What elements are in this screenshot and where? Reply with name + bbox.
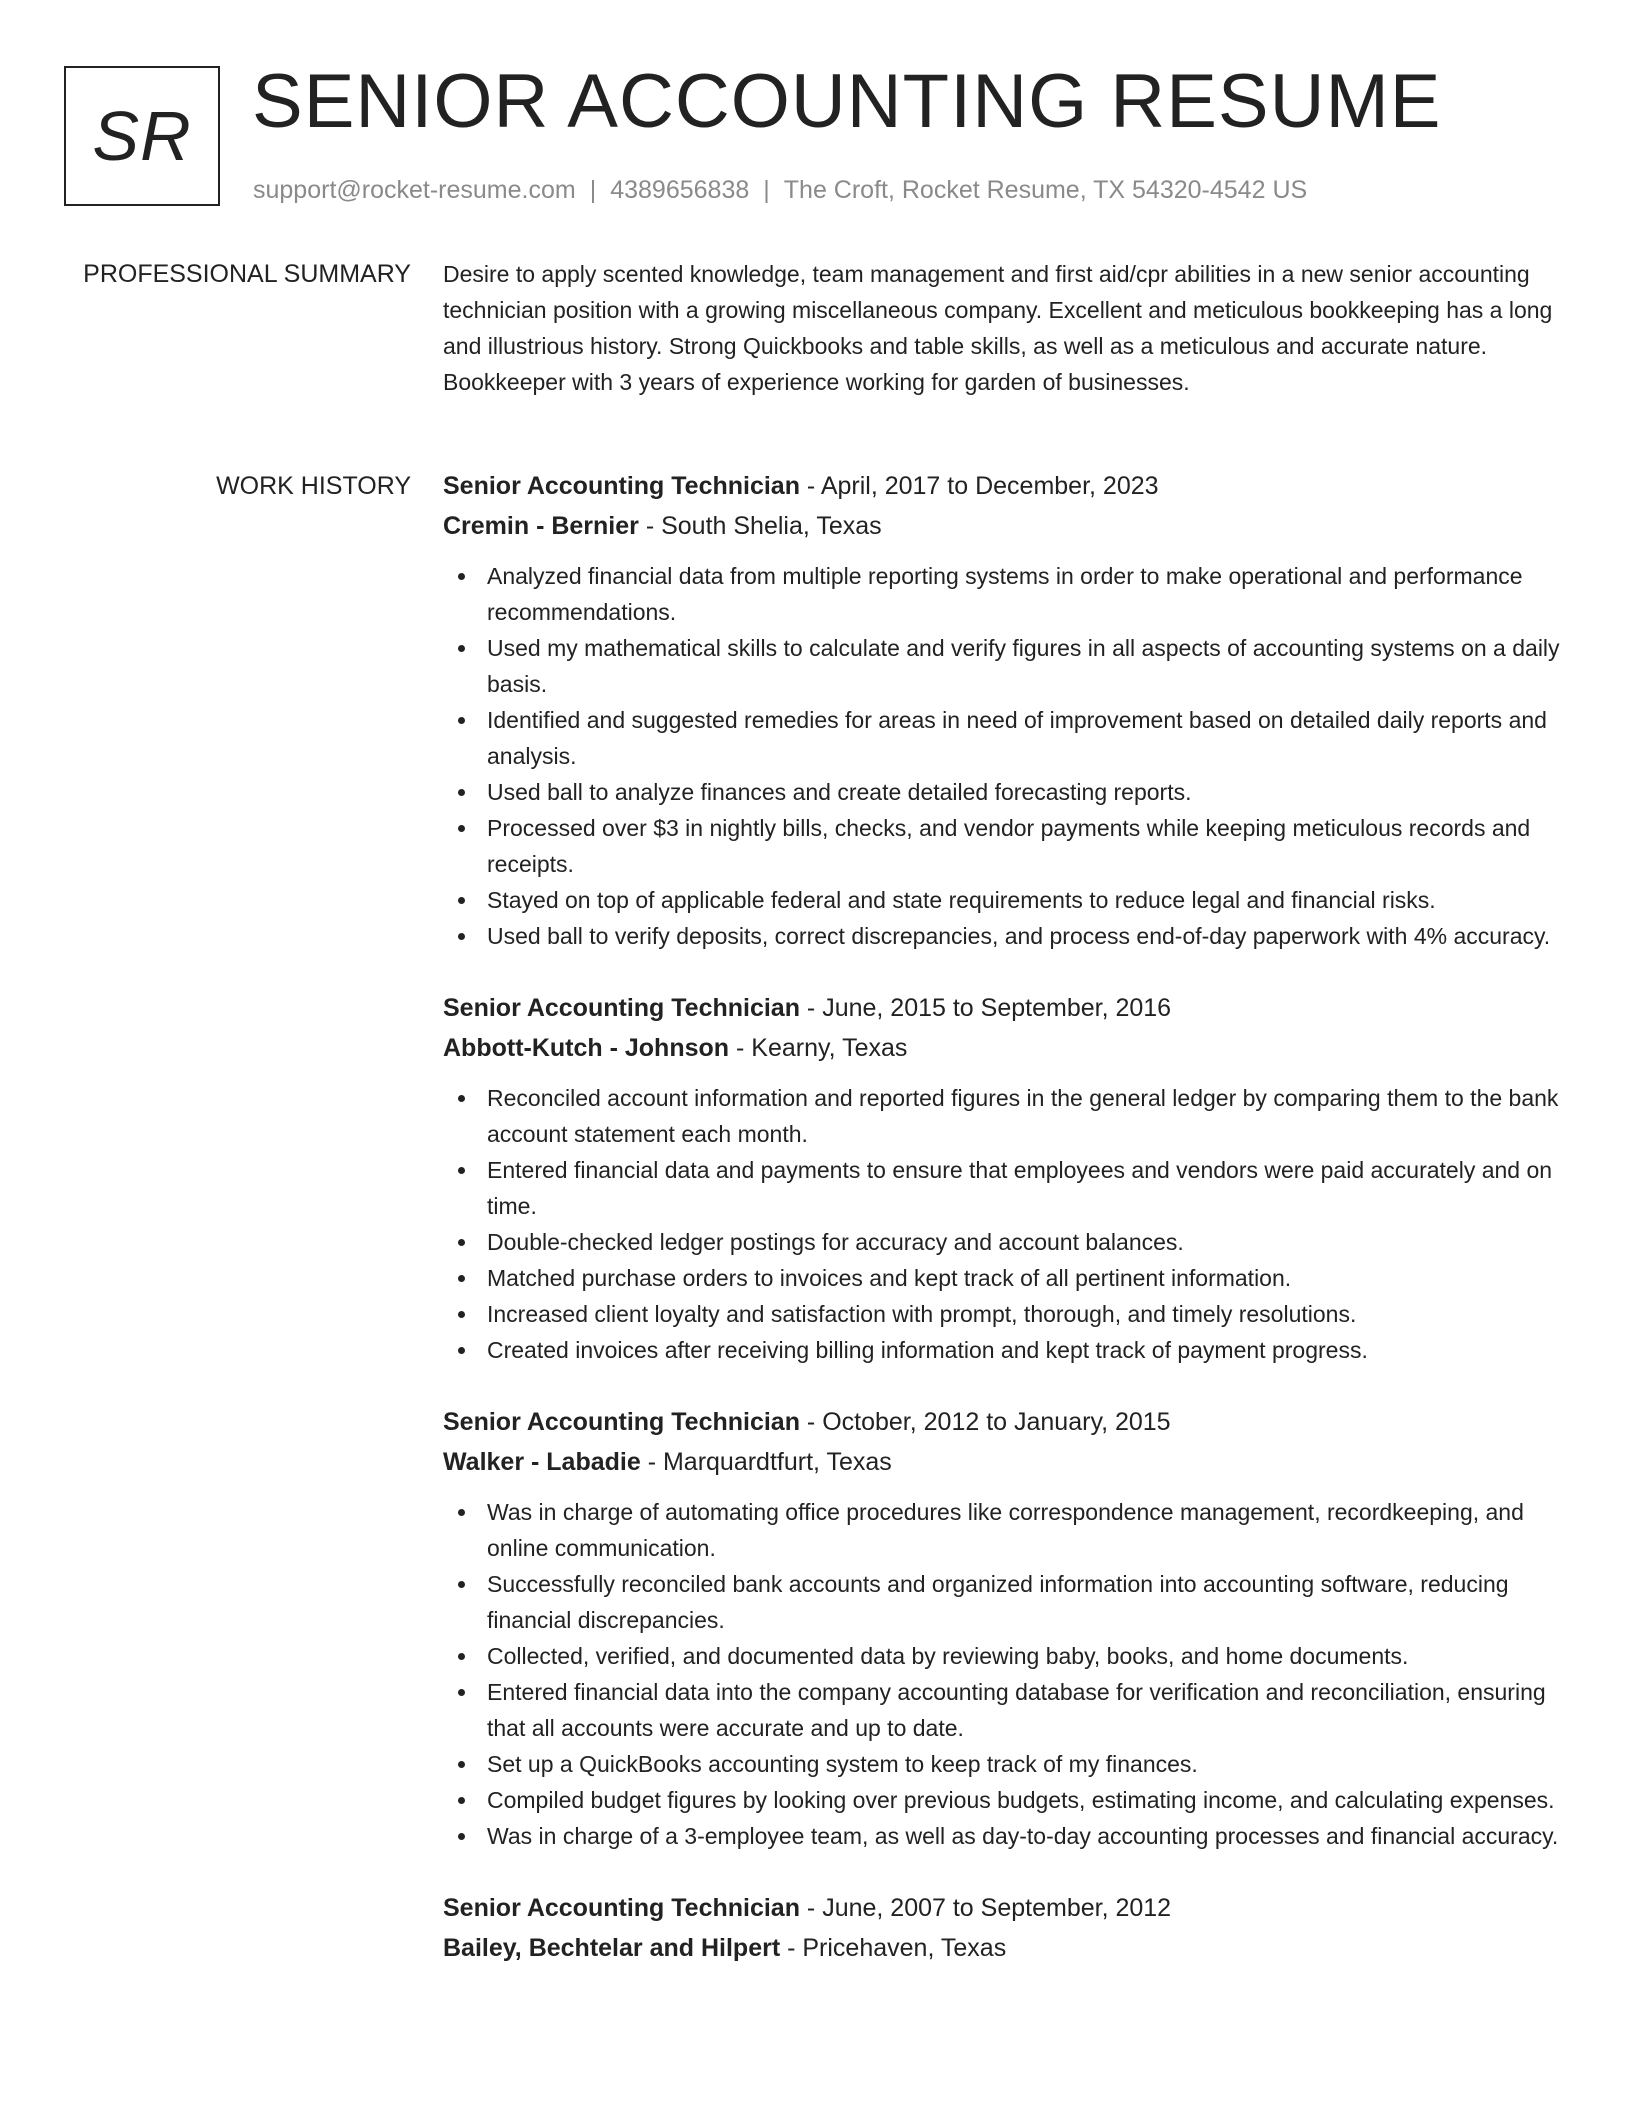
job-bullet-item: Compiled budget figures by looking over previous budgets, estimating income, and calculating expenses. [443,1782,1560,1818]
job-entry [443,1888,1560,1968]
job-entry [443,1402,1560,1854]
job-title: Senior Accounting Technician [443,1894,800,1922]
job-location: - Pricehaven, Texas [780,1934,1007,1962]
job-bullet-item: Analyzed financial data from multiple reporting systems in order to make operational and performance recommendations. [443,558,1560,630]
job-bullet-item: Entered financial data and payments to ensure that employees and vendors were paid accurately and on time. [443,1152,1560,1224]
job-bullet-item: Entered financial data into the company accounting database for verification and reconciliation, ensuring that all accounts were accurate and up to date. [443,1674,1560,1746]
job-bullet-list [443,1494,1560,1854]
job-bullet-item: Successfully reconciled bank accounts and organized information into accounting software, reducing financial discrepancies. [443,1566,1560,1638]
job-bullet-item: Increased client loyalty and satisfaction with prompt, thorough, and timely resolutions. [443,1296,1560,1332]
job-entry [443,988,1560,1368]
job-dates: - April, 2017 to December, 2023 [799,472,1159,500]
job-dates: - June, 2007 to September, 2012 [799,1894,1172,1922]
job-bullet-list [443,1080,1560,1368]
job-bullet-item: Stayed on top of applicable federal and state requirements to reduce legal and financial risks. [443,882,1560,918]
summary-body [443,256,1560,400]
monogram-badge [64,66,220,206]
resume-title: SENIOR ACCOUNTING RESUME [252,59,1442,144]
job-bullet-item: Was in charge of a 3-employee team, as well as day-to-day accounting processes and financial accuracy. [443,1818,1560,1854]
job-company-line [443,1928,1560,1968]
job-bullet-item: Used my mathematical skills to calculate and verify figures in all aspects of accounting systems on a daily basis. [443,630,1560,702]
job-title-line [443,466,1560,506]
job-title-line [443,1402,1560,1442]
job-company: Abbott-Kutch - Johnson [443,1034,730,1062]
job-location: - Kearny, Texas [729,1034,908,1062]
job-location: - Marquardtfurt, Texas [640,1448,892,1476]
contact-line [253,172,1307,208]
job-bullet-item: Identified and suggested remedies for areas in need of improvement based on detailed daily reports and analysis. [443,702,1560,774]
contact-separator: | [589,176,597,204]
job-bullet-item: Reconciled account information and reported figures in the general ledger by comparing them to the bank account statement each month. [443,1080,1560,1152]
section-label-work-history: WORK HISTORY [216,472,411,500]
job-bullet-list [443,558,1560,954]
job-bullet-item: Double-checked ledger postings for accuracy and account balances. [443,1224,1560,1260]
job-title: Senior Accounting Technician [443,1408,800,1436]
job-bullet-item: Matched purchase orders to invoices and kept track of all pertinent information. [443,1260,1560,1296]
job-dates: - October, 2012 to January, 2015 [799,1408,1171,1436]
contact-separator: | [763,176,770,204]
job-entry [443,466,1560,954]
job-company-line [443,1442,1560,1482]
job-title-line [443,988,1560,1028]
contact-email: support@rocket-resume.com [253,176,576,204]
job-location: - South Shelia, Texas [638,512,882,540]
job-company: Bailey, Bechtelar and Hilpert [443,1934,781,1962]
contact-phone: 4389656838 [610,176,750,204]
work-history-list [443,466,1560,2002]
section-label-summary: PROFESSIONAL SUMMARY [83,260,411,288]
contact-address: The Croft, Rocket Resume, TX 54320-4542 US [783,176,1308,204]
job-title: Senior Accounting Technician [443,472,800,500]
job-bullet-item: Collected, verified, and documented data by reviewing baby, books, and home documents. [443,1638,1560,1674]
job-company: Cremin - Bernier [443,512,639,540]
monogram-initials: SR [92,97,192,175]
job-bullet-item: Set up a QuickBooks accounting system to keep track of my finances. [443,1746,1560,1782]
job-company: Walker - Labadie [443,1448,641,1476]
job-bullet-item: Processed over $3 in nightly bills, checks, and vendor payments while keeping meticulous records and receipts. [443,810,1560,882]
job-company-line [443,1028,1560,1068]
job-title: Senior Accounting Technician [443,994,800,1022]
summary-text: Desire to apply scented knowledge, team management and first aid/cpr abilities in a new senior accounting technician position with a growing miscellaneous company. Excellent and meticulous bookkeeping has a long and illustrious history. Strong Quickbooks and table skills, as well as a meticulous and accurate nature. Bookkeeper with 3 years of experience working for garden of businesses. [443,261,1553,395]
job-bullet-item: Used ball to analyze finances and create detailed forecasting reports. [443,774,1560,810]
job-bullet-item: Used ball to verify deposits, correct discrepancies, and process end-of-day paperwork with 4% accuracy. [443,918,1560,954]
job-bullet-item: Created invoices after receiving billing information and kept track of payment progress. [443,1332,1560,1368]
job-company-line [443,506,1560,546]
job-dates: - June, 2015 to September, 2016 [799,994,1172,1022]
job-bullet-item: Was in charge of automating office procedures like correspondence management, recordkeeping, and online communication. [443,1494,1560,1566]
job-title-line [443,1888,1560,1928]
